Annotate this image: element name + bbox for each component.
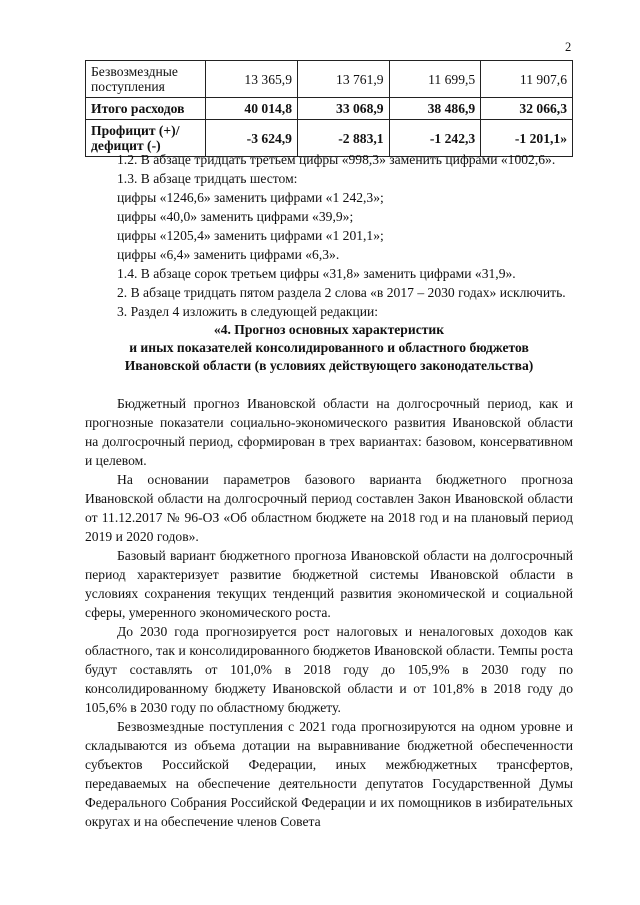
- amendment-item: цифры «1246,6» заменить цифрами «1 242,3»;: [117, 190, 384, 205]
- table-cell: 33 068,9: [297, 98, 389, 120]
- table-row: [86, 98, 573, 120]
- table-cell: 11 907,6: [481, 61, 573, 98]
- table-row: [86, 61, 573, 98]
- section-heading-line: «4. Прогноз основных характеристик: [213, 322, 445, 337]
- row-label: Профицит (+)/ дефицит (-): [86, 120, 206, 157]
- table-cell: -2 883,1: [297, 120, 389, 157]
- amendment-item: 1.3. В абзаце тридцать шестом:: [117, 171, 298, 186]
- table-cell: 32 066,3: [481, 98, 573, 120]
- page-number: 2: [565, 40, 572, 54]
- body-paragraph: Базовый вариант бюджетного прогноза Ивановской области на долгосрочный период характеризует развитие бюджетной системы Ивановской области в условиях сохранения текущих тенденций развития экономической и социальной сферы, умеренного экономического роста.: [85, 548, 573, 620]
- body-paragraph: На основании параметров базового варианта бюджетного прогноза Ивановской области на долгосрочный период составлен Закон Ивановской области от 11.12.2017 № 96-ОЗ «Об областном бюджете на 2018 год и на плановый период 2019 и 2020 годов».: [85, 472, 573, 544]
- table-cell: -3 624,9: [206, 120, 298, 157]
- amendment-item: 3. Раздел 4 изложить в следующей редакции:: [117, 304, 379, 319]
- document-body: [85, 150, 573, 831]
- table-cell: 40 014,8: [206, 98, 298, 120]
- amendment-item: цифры «40,0» заменить цифрами «39,9»;: [117, 209, 354, 224]
- table-cell: -1 242,3: [389, 120, 481, 157]
- amendment-item: 2. В абзаце тридцать пятом раздела 2 слова «в 2017 – 2030 годах» исключить.: [117, 285, 566, 300]
- section-heading-line: Ивановской области (в условиях действующего законодательства): [124, 358, 534, 373]
- table-cell: 13 365,9: [206, 61, 298, 98]
- spacer: [85, 375, 573, 394]
- body-paragraph: До 2030 года прогнозируется рост налоговых и неналоговых доходов как областного, так и консолидированного бюджетов Ивановской области. Темпы роста будут составлять от 101,0% в 2018 году до 105,9% в 2030 году по консолидированному бюджету Ивановской области и от 101,8% в 2018 году до 105,6% в 2030 году по областному бюджету.: [85, 624, 573, 715]
- table-cell: 13 761,9: [297, 61, 389, 98]
- row-label: Итого расходов: [86, 98, 206, 120]
- amendment-item: цифры «6,4» заменить цифрами «6,3».: [117, 247, 340, 262]
- section-heading-line: и иных показателей консолидированного и областного бюджетов: [129, 340, 529, 355]
- table-cell: 11 699,5: [389, 61, 481, 98]
- budget-table: [85, 60, 573, 157]
- amendment-item: 1.4. В абзаце сорок третьем цифры «31,8» заменить цифрами «31,9».: [117, 266, 516, 281]
- body-paragraph: Бюджетный прогноз Ивановской области на долгосрочный период, как и прогнозные показатели социально-экономического развития Ивановской области на долгосрочный период, сформирован в трех вариантах: базовом, консервативном и целевом.: [85, 396, 573, 468]
- amendment-item: цифры «1205,4» заменить цифрами «1 201,1»;: [117, 228, 384, 243]
- table-cell: -1 201,1»: [481, 120, 573, 157]
- row-label: Безвозмездные поступления: [86, 61, 206, 98]
- amendment-item: 1.2. В абзаце тридцать третьем цифры «998,3» заменить цифрами «1002,6».: [117, 152, 556, 167]
- table-cell: 38 486,9: [389, 98, 481, 120]
- body-paragraph: Безвозмездные поступления с 2021 года прогнозируются на одном уровне и складываются из объема дотации на выравнивание бюджетной обеспеченности субъектов Российской Федерации, иных межбюджетных трансфертов, передаваемых на обеспечение деятельности депутатов Государственной Думы Федерального Собрания Российской Федерации и их помощников в избирательных округах и на обеспечение членов Совета: [85, 719, 573, 829]
